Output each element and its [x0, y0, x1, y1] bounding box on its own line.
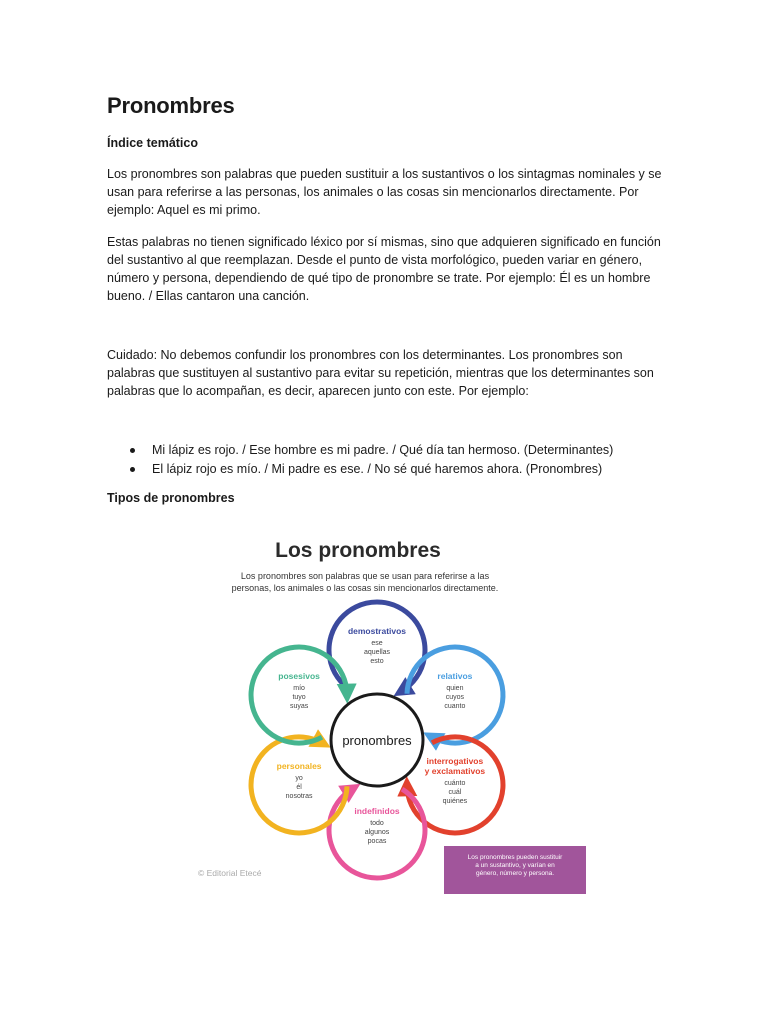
category-example: todo [370, 820, 384, 827]
category-name: indefinidos [354, 806, 400, 816]
note-line-2: a un sustantivo, y varían en [475, 862, 555, 869]
note-line-1: Los pronombres pueden sustituir [467, 854, 563, 861]
paragraph-3: Cuidado: No debemos confundir los pronombres con los determinantes. Los pronombres son palabras que sustituyen al sustantivo para evitar su repetición, mientras que los determinantes son palabras que lo acompañan, es decir, aparecen junto con este. Por ejemplo: [107, 348, 654, 398]
category-example: aquellas [363, 649, 391, 656]
list-item: El lápiz rojo es mío. / Mi padre es ese. / No sé qué haremos ahora. (Pronombres) [107, 460, 613, 479]
center-label: pronombres [342, 733, 412, 748]
category-example: esto [370, 658, 384, 665]
paragraph-2: Estas palabras no tienen significado léxico por sí mismas, sino que adquieren significado en función del sustantivo al que reemplazan. Desde el punto de vista morfológico, pueden variar en género, número y persona, dependiendo de qué tipo de pronombre se trate. Por ejemplo: Él es un hombre bueno. / Ellas cantaron una canción. [107, 235, 661, 303]
types-heading: Tipos de pronombres [107, 491, 235, 505]
category-name: relativos [437, 671, 473, 681]
figure-credit: © Editorial Etecé [198, 868, 262, 878]
pronouns-infographic [190, 525, 590, 895]
category-example: cuanto [444, 703, 466, 710]
category-example: yo [295, 775, 303, 782]
category-example: cuyos [445, 694, 465, 701]
category-example: mío [293, 685, 305, 692]
category-example: ese [371, 640, 383, 647]
figure-subtitle-line-1: Los pronombres son palabras que se usan para referirse a las [240, 571, 490, 581]
category-example: pocas [367, 838, 387, 845]
category-name: interrogativos [426, 756, 484, 766]
category-name: demostrativos [347, 626, 407, 636]
category-example: quien [446, 685, 464, 692]
paragraph-1: Los pronombres son palabras que pueden sustituir a los sustantivos o los sintagmas nominales y se usan para referirse a las personas, los animales o las cosas sin mencionarlos directamente. Por ejemplo: Aquel es mi primo. [107, 167, 662, 217]
category-example: nosotras [285, 793, 313, 800]
category-example: quiénes [442, 798, 468, 805]
examples-list [107, 441, 613, 479]
category-example: cuánto [444, 780, 466, 787]
category-name: y exclamativos [424, 766, 486, 776]
page-title: Pronombres [107, 93, 235, 118]
category-example: algunos [364, 829, 390, 836]
category-example: tuyo [292, 694, 306, 701]
list-item: Mi lápiz es rojo. / Ese hombre es mi padre. / Qué día tan hermoso. (Determinantes) [107, 441, 613, 460]
category-name: posesivos [278, 671, 320, 681]
index-heading: Índice temático [107, 136, 198, 150]
category-example: cuál [448, 789, 462, 796]
note-box [444, 846, 586, 894]
category-example: suyas [289, 703, 309, 710]
note-line-3: género, número y persona. [475, 870, 555, 877]
figure-title: Los pronombres [275, 539, 441, 562]
figure-subtitle-line-2: personas, los animales o las cosas sin mencionarlos directamente. [231, 583, 499, 593]
category-name: personales [276, 761, 322, 771]
category-example: él [296, 784, 302, 791]
